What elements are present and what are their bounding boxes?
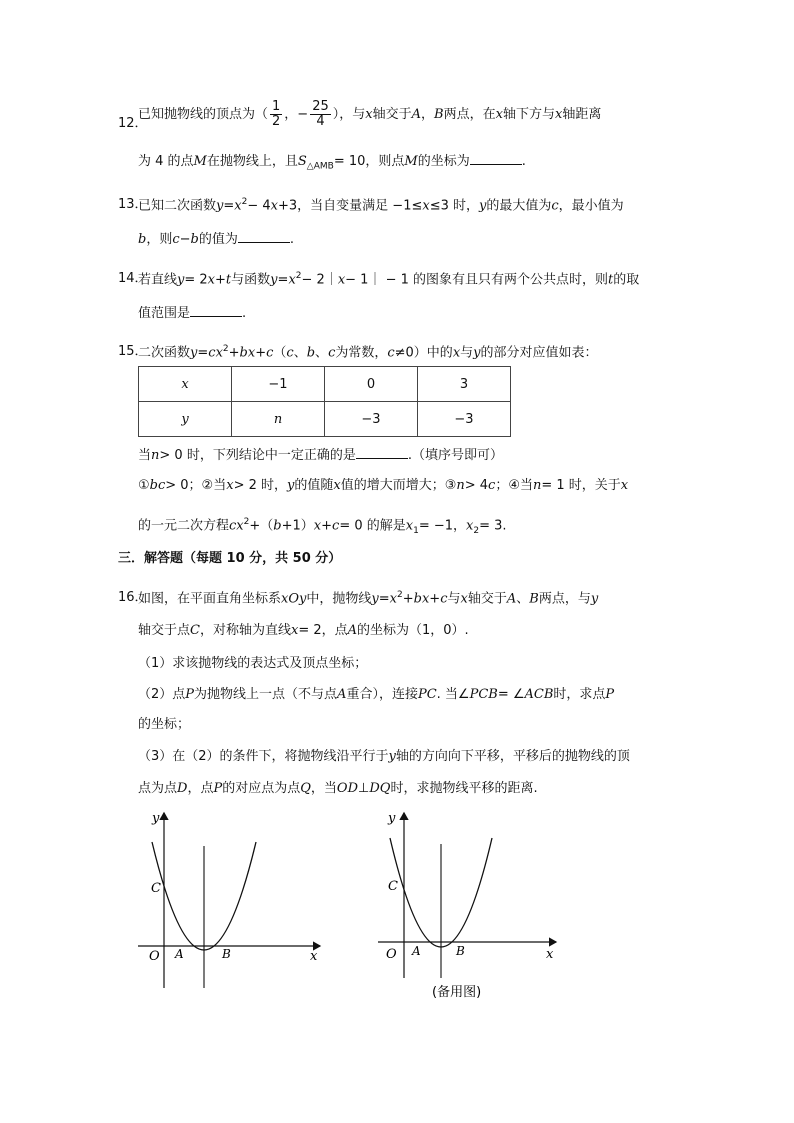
q16-part1: （1）求该抛物线的表达式及顶点坐标； — [138, 656, 368, 671]
text: . — [242, 306, 247, 321]
text: 的一元二次方程 — [138, 518, 230, 534]
table-cell: −3 — [325, 402, 418, 437]
var-xOy: xOy — [281, 591, 307, 607]
superscript: 2 — [396, 590, 403, 600]
text: 与函数 — [231, 272, 271, 288]
var-P: P — [605, 687, 615, 702]
var-bx: bx — [413, 591, 430, 607]
text: （2）点 — [138, 687, 186, 702]
text: 与 — [460, 345, 474, 361]
var-DQ: DQ — [369, 781, 391, 796]
var-b: b — [138, 232, 147, 247]
var-t: t — [608, 272, 614, 288]
var-x: x — [226, 478, 234, 493]
var-x: x — [207, 272, 216, 288]
frac-den: 2 — [272, 114, 281, 129]
var-x: x — [460, 591, 468, 607]
origin-label: O — [149, 949, 160, 964]
text: . — [521, 154, 526, 169]
q14-line1 — [138, 267, 639, 289]
text: ，点 — [187, 781, 214, 796]
text: +1） — [281, 518, 314, 534]
text: > 4 — [464, 478, 489, 493]
text: ⊥ — [358, 781, 370, 796]
var-P: P — [185, 687, 195, 702]
var-c: c — [172, 232, 180, 247]
q14-number: 14． — [118, 271, 148, 286]
value-table — [138, 366, 511, 437]
var-x: x — [247, 345, 256, 361]
text: 如图，在平面直角坐标系 — [138, 591, 282, 607]
var-A: A — [347, 623, 358, 638]
text: + — [402, 591, 414, 607]
text: +（ — [249, 518, 274, 534]
text: ，当 — [310, 781, 337, 796]
q15-line1 — [138, 340, 598, 362]
var-n: n — [532, 478, 542, 493]
subscript: △AMB — [306, 161, 334, 172]
var-b: b — [306, 345, 316, 361]
var-M: M — [193, 154, 207, 169]
var-x: x — [452, 345, 461, 361]
text: = ∠ — [497, 687, 525, 702]
text: ≠0）中的 — [394, 345, 453, 361]
section-title: 三．解答题（每题 10 分，共 50 分） — [118, 551, 342, 566]
var-x: x — [422, 198, 430, 214]
table-row — [139, 367, 511, 402]
point-A-label: A — [175, 947, 184, 961]
table-cell: −1 — [232, 367, 325, 402]
var-c: c — [332, 518, 340, 534]
frac-num: 1 — [272, 99, 281, 114]
answer-blank[interactable] — [238, 230, 290, 243]
fraction-half — [270, 100, 282, 129]
superscript: 2 — [243, 517, 250, 527]
text: . — [289, 232, 295, 247]
text: 两点，在 — [443, 107, 496, 122]
text: 若直线 — [138, 272, 178, 288]
text: 时，求点 — [553, 687, 606, 702]
superscript: 2 — [222, 344, 229, 354]
point-A-label: A — [412, 944, 421, 958]
text: ，最小值为 — [558, 198, 624, 214]
table-row — [139, 402, 511, 437]
text: + — [255, 345, 267, 361]
parabola-figure-1 — [130, 808, 340, 988]
text: 重合），连接 — [346, 687, 418, 702]
text: 二次函数 — [138, 345, 191, 361]
text: ），与 — [332, 107, 366, 122]
text: 的值为 — [198, 232, 238, 247]
fraction-25-4 — [310, 100, 331, 129]
var-c: c — [286, 345, 294, 361]
text: 的坐标为 — [417, 154, 470, 169]
var-y: y — [287, 478, 295, 493]
text: 、 — [293, 345, 307, 361]
q12-number: 12． — [118, 116, 148, 131]
text: 、 — [516, 591, 530, 607]
text: ，则 — [146, 232, 173, 247]
var-ACB: ACB — [524, 687, 554, 702]
table-cell — [139, 402, 232, 437]
text: ① — [138, 478, 150, 493]
q13-line2 — [138, 230, 294, 249]
text: > 0 时，下列结论中一定正确的是 — [159, 448, 356, 463]
text: 轴距离 — [562, 107, 602, 122]
text: = — [277, 272, 289, 288]
table-cell: −3 — [418, 402, 511, 437]
var-c: c — [440, 591, 448, 607]
var-b: b — [239, 345, 248, 361]
q15-line4 — [138, 477, 628, 495]
var-y: y — [473, 345, 481, 361]
y-axis-label: y — [152, 811, 160, 826]
cell-text: y — [181, 411, 189, 427]
text: = — [378, 591, 390, 607]
subscript: 1 — [413, 525, 419, 536]
frac-den: 4 — [316, 114, 325, 129]
text: . 当∠ — [436, 687, 470, 702]
text: 的值随 — [294, 478, 334, 493]
var-c: c — [387, 345, 395, 361]
var-b: b — [273, 518, 282, 534]
superscript: 2 — [241, 197, 248, 207]
var-x: x — [313, 518, 322, 534]
q12-line1 — [138, 100, 601, 129]
text: +3，当自变量满足 −1≤ — [278, 198, 423, 214]
text: > 2 时， — [233, 478, 287, 493]
text: ；④当 — [495, 478, 533, 493]
text: 值范围是 — [138, 306, 191, 321]
q16-number: 16． — [118, 590, 148, 605]
var-c: c — [229, 518, 237, 534]
var-bc: bc — [149, 478, 166, 493]
text: 、 — [315, 345, 329, 361]
var-c: c — [488, 478, 496, 493]
var-x: x — [554, 107, 563, 122]
var-x: x — [365, 107, 373, 122]
var-OD: OD — [336, 781, 359, 796]
var-A: A — [411, 107, 422, 122]
text: 为常数， — [335, 345, 388, 361]
text: − 2｜ — [301, 272, 338, 288]
var-x: x — [620, 478, 629, 493]
text: ，对称轴为直线 — [199, 623, 291, 638]
x-axis-label: x — [310, 949, 318, 964]
var-x: x — [288, 272, 296, 288]
text: 点为点 — [138, 781, 178, 796]
var-A: A — [337, 687, 347, 702]
var-M: M — [404, 154, 418, 169]
var-y: y — [190, 345, 198, 361]
text: 与 — [447, 591, 461, 607]
text: + — [429, 591, 441, 607]
text: （ — [273, 345, 287, 361]
text: 值的增大而增大；③ — [340, 478, 457, 493]
text: = 10，则点 — [333, 154, 405, 169]
var-B: B — [434, 107, 444, 122]
var-x: x — [333, 478, 341, 493]
q15-number: 15． — [118, 344, 148, 359]
var-x: x — [495, 107, 503, 122]
text: 的取 — [613, 272, 640, 288]
q15-line3 — [138, 446, 503, 465]
cell-text: x — [181, 376, 189, 392]
q16-part2-line2: 的坐标； — [138, 717, 191, 732]
q16-line1 — [138, 586, 598, 608]
var-PCB: PCB — [469, 687, 498, 702]
q16-line2 — [138, 622, 469, 640]
text: 轴交于 — [467, 591, 507, 607]
text: = 2，点 — [298, 623, 348, 638]
text: + — [228, 345, 240, 361]
text: 的对应点为点 — [222, 781, 301, 796]
text: = 1 时，关于 — [541, 478, 621, 493]
answer-blank[interactable] — [190, 304, 242, 317]
var-A: A — [506, 591, 517, 607]
var-y: y — [590, 591, 599, 607]
var-B: B — [529, 591, 539, 607]
point-C-label: C — [388, 879, 398, 894]
text: 已知抛物线的顶点为（ — [138, 107, 269, 122]
frac-num: 25 — [312, 99, 329, 114]
point-B-label: B — [222, 947, 231, 961]
q13-line1 — [138, 193, 624, 215]
var-x: x — [215, 345, 223, 361]
text: 为 4 的点 — [138, 154, 194, 169]
var-c: c — [328, 345, 336, 361]
text: 的坐标为（1，0）. — [357, 623, 469, 638]
var-Q: Q — [300, 781, 311, 796]
text: + — [215, 272, 226, 288]
table-cell: 3 — [418, 367, 511, 402]
parabola-figure-2 — [370, 808, 580, 1008]
text: 轴下方与 — [502, 107, 555, 122]
var-c: c — [551, 198, 559, 214]
text: 轴交于 — [372, 107, 412, 122]
text: − 1｜ − 1 的图象有且只有两个公共点时，则 — [345, 272, 609, 288]
text: = — [223, 198, 235, 214]
text: = 2 — [184, 272, 208, 288]
table-cell — [139, 367, 232, 402]
text: ， — [421, 107, 435, 122]
var-x: x — [337, 272, 346, 288]
var-t: t — [225, 272, 232, 288]
q15-line5 — [138, 513, 507, 540]
var-n: n — [151, 448, 160, 463]
table-cell — [232, 402, 325, 437]
var-y: y — [371, 591, 379, 607]
text: = −1， — [418, 518, 467, 534]
y-axis-label: y — [388, 811, 396, 826]
text: 的部分对应值如表： — [480, 345, 598, 361]
x-axis-label: x — [546, 947, 554, 962]
var-C: C — [190, 623, 200, 638]
point-B-label: B — [456, 944, 465, 958]
text: > 0；②当 — [165, 478, 227, 493]
text: = 3. — [479, 518, 507, 534]
var-S: S — [297, 154, 307, 169]
text: .（填序号即可） — [407, 448, 503, 463]
var-c: c — [266, 345, 274, 361]
text: − — [179, 232, 191, 247]
point-C-label: C — [151, 881, 161, 896]
var-PC: PC — [417, 687, 437, 702]
var-x: x — [405, 518, 414, 534]
var-b: b — [190, 232, 199, 247]
cell-text: n — [273, 411, 283, 427]
figure-caption: (备用图) — [432, 985, 482, 1000]
text: − 4 — [247, 198, 271, 214]
var-y: y — [216, 198, 224, 214]
text: 两点，与 — [538, 591, 591, 607]
text: 已知二次函数 — [138, 198, 217, 214]
var-x: x — [290, 623, 299, 638]
var-y: y — [177, 272, 185, 288]
var-x: x — [270, 198, 278, 214]
var-y: y — [388, 749, 396, 764]
var-y: y — [479, 198, 487, 214]
answer-blank[interactable] — [356, 446, 408, 459]
text: 为抛物线上一点（不与点 — [194, 687, 338, 702]
text: 中，抛物线 — [306, 591, 372, 607]
q14-line2 — [138, 304, 246, 323]
text: 当 — [138, 448, 152, 463]
var-D: D — [177, 781, 188, 796]
text: 轴交于点 — [138, 623, 191, 638]
table-cell: 0 — [325, 367, 418, 402]
q16-part3-line2 — [138, 780, 538, 798]
var-y: y — [270, 272, 278, 288]
q12-line2 — [138, 152, 526, 176]
q16-part2 — [138, 686, 614, 704]
var-x: x — [389, 591, 397, 607]
text: = 0 的解是 — [339, 518, 406, 534]
var-P: P — [213, 781, 223, 796]
var-x: x — [234, 198, 242, 214]
answer-blank[interactable] — [470, 152, 522, 165]
text: 在抛物线上，且 — [206, 154, 298, 169]
superscript: 2 — [295, 271, 302, 281]
text: 的最大值为 — [486, 198, 552, 214]
text: = — [197, 345, 209, 361]
var-n: n — [456, 478, 465, 493]
var-x: x — [236, 518, 244, 534]
text: ，− — [284, 107, 309, 122]
subscript: 2 — [473, 525, 480, 536]
origin-label: O — [386, 947, 397, 962]
var-x: x — [466, 518, 474, 534]
text: 时，求抛物线平移的距离. — [390, 781, 538, 796]
text: 轴的方向向下平移，平移后的抛物线的顶 — [395, 749, 630, 764]
text: （3）在（2）的条件下，将抛物线沿平行于 — [138, 749, 389, 764]
text: + — [321, 518, 333, 534]
var-c: c — [208, 345, 216, 361]
q13-number: 13． — [118, 197, 148, 212]
text: ≤3 时， — [429, 198, 479, 214]
q16-part3 — [138, 748, 630, 766]
